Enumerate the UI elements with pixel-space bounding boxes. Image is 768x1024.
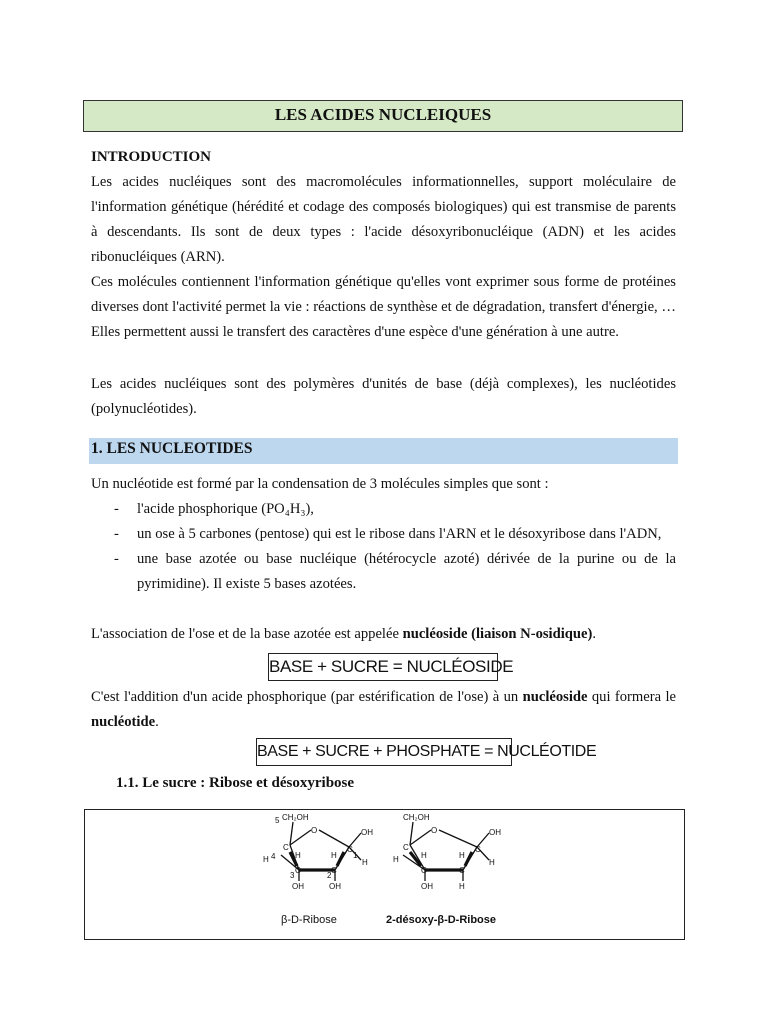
deoxyribose-ring-bond bbox=[465, 852, 472, 866]
ring-number: 5 bbox=[275, 816, 280, 825]
list-item: - l'acide phosphorique (PO₄H₃), bbox=[114, 501, 314, 517]
ribose-ring-bond bbox=[337, 852, 344, 866]
hydrogen-label: H bbox=[459, 882, 465, 891]
section-heading-nucleotides: 1. LES NUCLEOTIDES bbox=[89, 438, 678, 464]
hydrogen-label: H bbox=[331, 851, 337, 860]
ribose-caption: β-D-Ribose bbox=[281, 914, 337, 926]
carbon-label: C bbox=[475, 845, 481, 854]
hydroxyl-label: OH bbox=[489, 828, 501, 837]
nucleotide-lead-text: Un nucléotide est formé par la condensation de 3 molécules simples que sont : bbox=[91, 476, 549, 492]
intro-paragraph-3: Les acides nucléiques sont des polymères d'unités de base (déjà complexes), les nucléotides (polynucléotides). bbox=[91, 376, 676, 417]
hydrogen-label: H bbox=[263, 855, 269, 864]
ch2oh-label: CH₂OH bbox=[403, 813, 430, 822]
hydrogen-label: H bbox=[362, 858, 368, 867]
page-title: LES ACIDES NUCLEIQUES bbox=[83, 100, 683, 132]
ring-oxygen-label: O bbox=[311, 826, 318, 835]
sugar-structures-figure bbox=[84, 809, 685, 940]
ring-number: 2 bbox=[327, 871, 332, 880]
nucleoside-definition: L'association de l'ose et de la base azotée est appelée nucléoside (liaison N-osidique). bbox=[91, 626, 596, 642]
carbon-label: C bbox=[459, 866, 465, 875]
hydrogen-label: H bbox=[295, 851, 301, 860]
deoxyribose-caption: 2-désoxy-β-D-Ribose bbox=[386, 914, 497, 926]
hydrogen-label: H bbox=[421, 851, 427, 860]
hydrogen-label: H bbox=[393, 855, 399, 864]
ring-number: 4 bbox=[271, 852, 276, 861]
hydrogen-label: H bbox=[459, 851, 465, 860]
ring-oxygen-label: O bbox=[431, 826, 438, 835]
nucleotide-components-list bbox=[91, 497, 676, 597]
carbon-label: C bbox=[347, 845, 353, 854]
intro-paragraph-1: Les acides nucléiques sont des macromolécules informationnelles, support moléculaire de l'information génétique (hérédité et codage des composés biologiques) qui est transmise de parents à descendants. Ils sont de deux types : l'acide désoxyribonucléique (ADN) et les acides ribonucléiques (ARN). bbox=[91, 174, 676, 265]
carbon-label: C bbox=[421, 866, 427, 875]
introduction-heading: INTRODUCTION bbox=[91, 149, 212, 165]
ring-number: 1 bbox=[353, 851, 358, 860]
nucleotide-definition: C'est l'addition d'un acide phosphorique (par estérification de l'ose) à un nucléoside qui formera le nucléotide. bbox=[91, 689, 677, 730]
nucleotide-formula-box: BASE + SUCRE + PHOSPHATE = NUCLÉOTIDE bbox=[256, 738, 512, 766]
hydroxyl-label: OH bbox=[292, 882, 304, 891]
nucleoside-formula-box: BASE + SUCRE = NUCLÉOSIDE bbox=[268, 653, 498, 681]
sugar-structures-diagram bbox=[85, 810, 684, 939]
hydrogen-label: H bbox=[489, 858, 495, 867]
subsection-heading-sugar: 1.1. Le sucre : Ribose et désoxyribose bbox=[116, 775, 355, 791]
ch2oh-label: CH₂OH bbox=[282, 813, 309, 822]
carbon-label: C bbox=[283, 843, 289, 852]
carbon-label: C bbox=[295, 866, 301, 875]
ring-number: 3 bbox=[290, 871, 295, 880]
intro-paragraph-2: Ces molécules contiennent l'information génétique qu'elles vont exprimer sous forme de protéines diverses dont l'activité permet la vie : réactions de synthèse et de dégradation, transfert d'énergie, … Elles permettent aussi le transfert des caractères d'une espèce d'une génération à une autre. bbox=[91, 274, 676, 340]
carbon-label: C bbox=[331, 866, 337, 875]
list-item: - un ose à 5 carbones (pentose) qui est le ribose dans l'ARN et le désoxyribose dans l'ADN, bbox=[114, 526, 662, 542]
hydroxyl-label: OH bbox=[329, 882, 341, 891]
list-item: - une base azotée ou base nucléique (hétérocycle azoté) dérivée de la purine ou de la pyrimidine). Il existe 5 bases azotées. bbox=[114, 551, 676, 592]
hydroxyl-label: OH bbox=[421, 882, 433, 891]
carbon-label: C bbox=[403, 843, 409, 852]
hydroxyl-label: OH bbox=[361, 828, 373, 837]
